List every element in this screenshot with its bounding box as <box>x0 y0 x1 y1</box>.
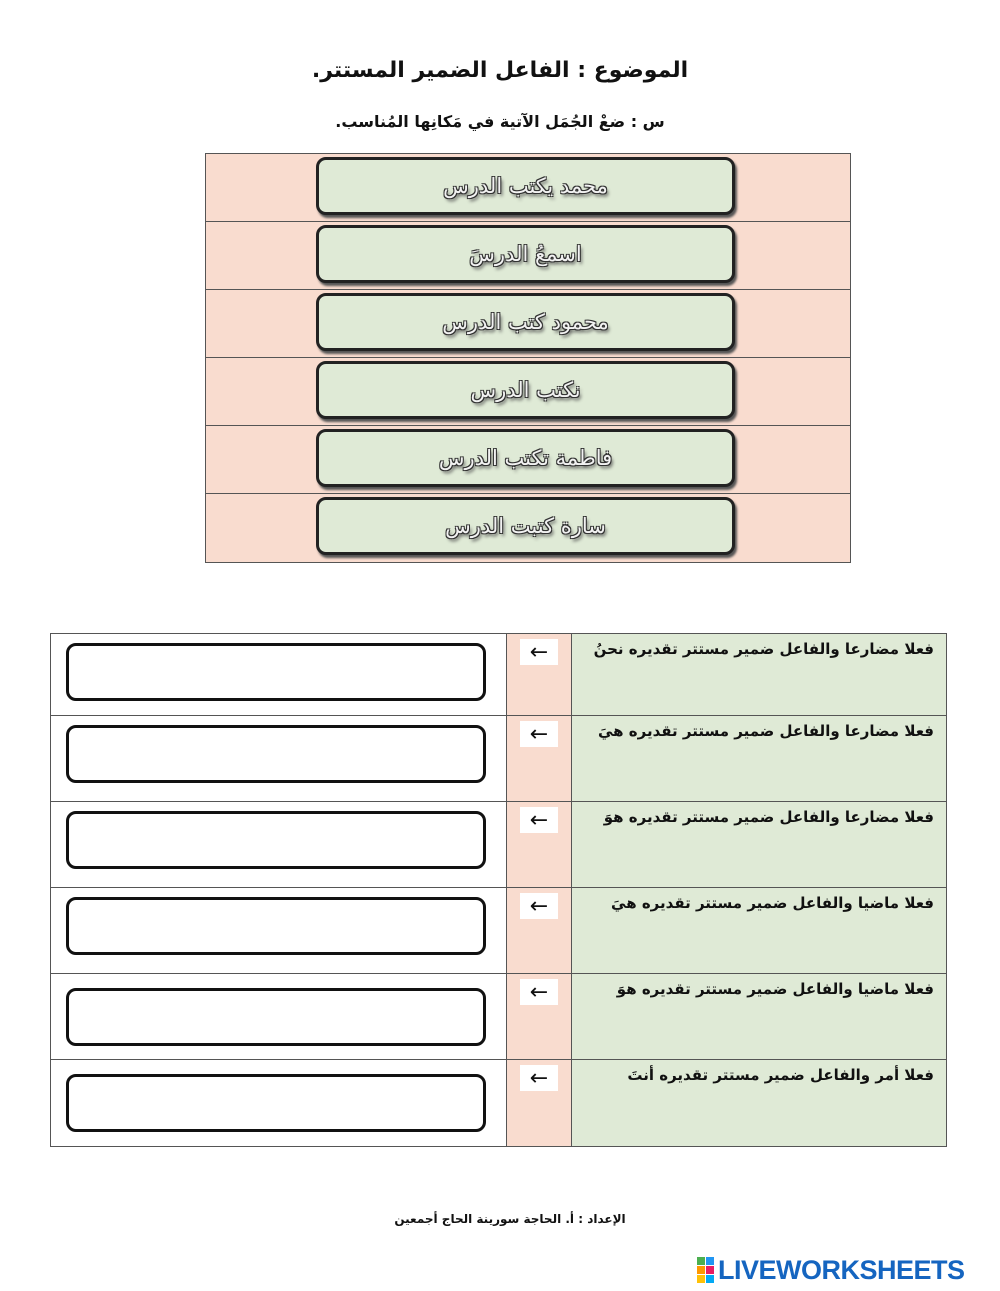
liveworksheets-logo[interactable] <box>697 1256 965 1284</box>
drop-cell <box>51 716 507 801</box>
category-label: فعلا مضارعا والفاعل ضمير مستتر تقديره نحنُ <box>572 634 946 715</box>
arrow-cell <box>507 888 572 973</box>
categories-table <box>50 633 947 1147</box>
sentences-table <box>205 153 851 563</box>
category-row <box>51 802 946 888</box>
drop-cell <box>51 888 507 973</box>
drop-zone[interactable] <box>66 988 486 1046</box>
arrow-cell <box>507 974 572 1059</box>
drop-cell <box>51 1060 507 1146</box>
drop-zone[interactable] <box>66 1074 486 1132</box>
drop-cell <box>51 802 507 887</box>
sentence-row <box>206 154 850 222</box>
category-label: فعلا أمر والفاعل ضمير مستتر تقديره أنتَ <box>572 1060 946 1146</box>
arrow-cell <box>507 716 572 801</box>
sentence-row <box>206 358 850 426</box>
category-label: فعلا ماضيا والفاعل ضمير مستتر تقديره هوَ <box>572 974 946 1059</box>
category-row <box>51 888 946 974</box>
category-label: فعلا ماضيا والفاعل ضمير مستتر تقديره هيَ <box>572 888 946 973</box>
drop-cell <box>51 634 507 715</box>
sentence-row <box>206 426 850 494</box>
drop-zone[interactable] <box>66 897 486 955</box>
question-instruction: س : ضعْ الجُمَل الآتية في مَكانِها المُناسب. <box>335 112 665 131</box>
logo-blocks-icon <box>697 1257 714 1283</box>
left-arrow-icon: ← <box>520 639 558 665</box>
arrow-cell <box>507 802 572 887</box>
arrow-cell <box>507 1060 572 1146</box>
drop-zone[interactable] <box>66 725 486 783</box>
category-row <box>51 716 946 802</box>
sentence-row <box>206 222 850 290</box>
category-label: فعلا مضارعا والفاعل ضمير مستتر تقديره هيَ <box>572 716 946 801</box>
brand-name: LIVEWORKSHEETS <box>718 1254 965 1285</box>
page-title: الموضوع : الفاعل الضمير المستتر. <box>311 58 689 83</box>
draggable-sentence-card[interactable]: اسمعُ الدرسَ <box>316 225 735 283</box>
draggable-sentence-card[interactable]: محمود كتب الدرس <box>316 293 735 351</box>
draggable-sentence-card[interactable]: سارة كتبت الدرس <box>316 497 735 555</box>
left-arrow-icon: ← <box>520 979 558 1005</box>
category-row <box>51 1060 946 1146</box>
category-row <box>51 634 946 716</box>
draggable-sentence-card[interactable]: محمد يكتب الدرس <box>316 157 735 215</box>
category-row <box>51 974 946 1060</box>
drop-cell <box>51 974 507 1059</box>
left-arrow-icon: ← <box>520 721 558 747</box>
drop-zone[interactable] <box>66 643 486 701</box>
drop-zone[interactable] <box>66 811 486 869</box>
left-arrow-icon: ← <box>520 1065 558 1091</box>
sentence-row <box>206 494 850 562</box>
left-arrow-icon: ← <box>520 807 558 833</box>
sentence-row <box>206 290 850 358</box>
draggable-sentence-card[interactable]: نكتب الدرس <box>316 361 735 419</box>
category-label: فعلا مضارعا والفاعل ضمير مستتر تقديره هوَ <box>572 802 946 887</box>
arrow-cell <box>507 634 572 715</box>
draggable-sentence-card[interactable]: فاطمة تكتب الدرس <box>316 429 735 487</box>
author-credit: الإعداد : أ. الحاجة سورينة الحاج أجمعين <box>394 1212 626 1226</box>
left-arrow-icon: ← <box>520 893 558 919</box>
